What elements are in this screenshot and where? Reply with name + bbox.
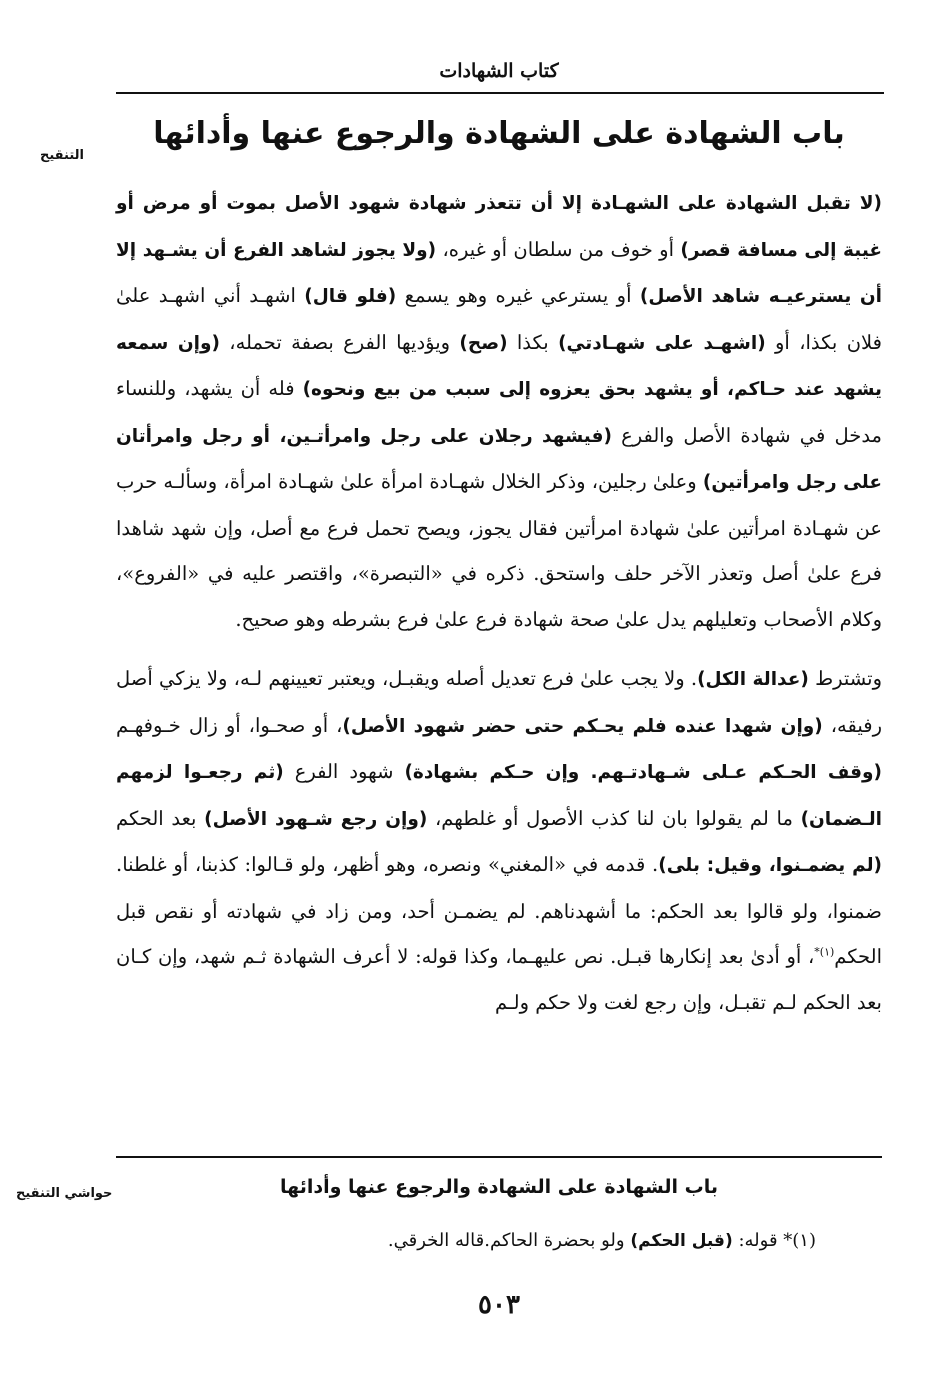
matn-text: (عدالة الكل) (697, 669, 809, 690)
footnote-matn: (قبل الحكم) (630, 1231, 733, 1251)
matn-text: (وإن شهدا عنده فلم يحـكم حتى حضر شهود الأصل) (342, 715, 823, 737)
sharh-text: فله أن يشهد، وللنساء مدخل في شهادة الأصل والفرع (116, 377, 882, 447)
sharh-text: . ولا يجب علىٰ فرع تعديل أصله ويقبـل، ويعتبر تعيينهم لـه، ولا يزكي أصل رفيقه، (116, 667, 882, 737)
matn-text: (وإن رجع شـهود الأصل) (204, 808, 428, 830)
sharh-text: أو يسترعي غيره وهو يسمع (396, 284, 640, 307)
footnote-text: (١)* قوله: (732, 1230, 816, 1251)
main-text (116, 180, 882, 1025)
sharh-text: وتشترط (808, 667, 882, 690)
sharh-text: . قدمه في «المغني» ونصره، وهو أظهر، ولو قـالوا: كذبنا، أو غلطنا. ضمنوا، ولو قالوا بعد الحكم: ما أشهدناهم. لم يضمـن أحد، ومن زاد في شهادته أو نقص قبل الحكم (116, 853, 882, 968)
header-rule (116, 92, 884, 94)
footnote (116, 1230, 816, 1251)
paragraph-2 (116, 656, 882, 1025)
matn-text: (فلو قال) (304, 286, 397, 307)
matn-text: (لم يضمـنوا، وقيل: بلى) (658, 855, 882, 876)
sharh-text: ، أو أدىٰ بعد إنكارها قبـل. نص عليهـما، وكذا قوله: لا أعرف الشهادة ثـم شهد، وإن كـان بعد الحكم لـم تقبـل، وإن رجع لغت ولا حكم ولـم (116, 945, 882, 1014)
footer-rule (116, 1156, 882, 1158)
matn-text: (فيشهد رجلان على رجل وامرأتـين، أو رجل وامرأتان على رجل وامرأتين) (116, 425, 882, 493)
paragraph-1 (116, 180, 882, 642)
sharh-text: أو خوف من سلطان أو غيره، (436, 237, 681, 261)
footer-title: باب الشهادة على الشهادة والرجوع عنها وأدائها (280, 1176, 718, 1198)
matn-text: (اشهـد على شهـادتي) (558, 332, 766, 354)
running-header: كتاب الشهادات (439, 60, 559, 82)
sharh-text: بعد الحكم (116, 806, 205, 830)
chapter-title: باب الشهادة على الشهادة والرجوع عنها وأدائها (153, 116, 845, 151)
matn-text: (وقف الحـكم عـلى شـهادتـهم. وإن حـكم بشهادة) (404, 762, 882, 783)
sharh-text: شهود الفرع (283, 760, 405, 783)
sharh-text: ما لم يقولوا بان لنا كذب الأصول أو غلطهم، (427, 806, 801, 830)
side-label-bottom: حواشي التنقيح (16, 1186, 113, 1201)
matn-text: (صح) (459, 332, 508, 354)
matn-text: (لا تقبل الشهادة على الشهـادة إلا أن تتعذر شهادة شهود الأصل بموت أو مرض أو غيبة إلى مسافة قصر) (116, 193, 883, 261)
sharh-text: ويؤديها الفرع بصفة تحمله، (219, 330, 460, 354)
page-number: ٥٠٣ (478, 1290, 520, 1320)
footnote-text: ولو بحضرة الحاكم.قاله الخرقي. (387, 1230, 631, 1251)
footnote-marker: (١)* (814, 945, 835, 959)
sharh-text: بكذا (507, 330, 559, 354)
side-label-top: التنقيح (40, 148, 84, 163)
matn-text: (وإن سمعه يشهد عند حـاكم، أو يشهد بحق يعزوه إلى سبب من بيع ونحوه) (116, 332, 882, 400)
sharh-text: ، أو صحـوا، أو زال خـوفهـم (116, 713, 343, 737)
sharh-text: وعلىٰ رجلين، وذكر الخلال شهـادة امرأة علىٰ شهـادة امرأة، وسألـه حرب عن شهـادة امرأتين علىٰ شهادة امرأتين فقال يجوز، ويصح تحمل فرع مع أصل، وإن شهد شاهدا فرع علىٰ أصل وتعذر الآخر حلف واستحق. ذكره في «التبصرة»، واقتصر عليه في «الفروع»، وكلام الأصحاب وتعليلهم يدل علىٰ صحة شهادة فرع علىٰ فرع بشرطه وهو صحيح. (116, 470, 882, 631)
matn-text: (ثم رجعـوا لزمهم الـضمان) (116, 762, 882, 830)
matn-text: (ولا يجوز لشاهد الفرع أن يشـهد إلا أن يسترعيـه شاهد الأصل) (116, 239, 883, 307)
sharh-text: اشهـد أني اشهـد علىٰ فلان بكذا، أو (116, 284, 882, 354)
